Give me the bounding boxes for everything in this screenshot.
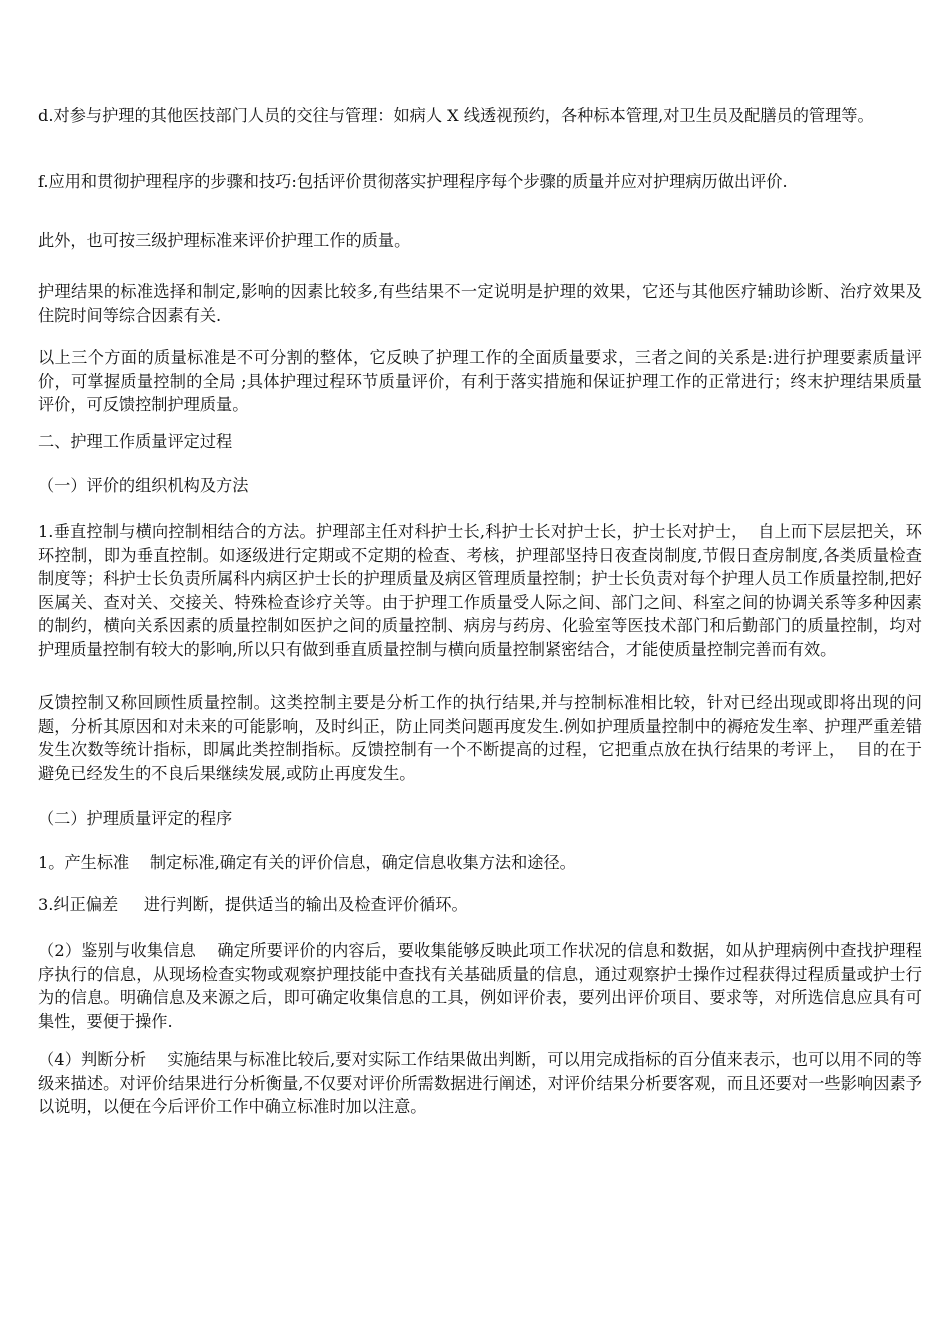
paragraph-outcome-standard: 护理结果的标准选择和制定,影响的因素比较多,有些结果不一定说明是护理的效果，它还与其他医疗辅助诊断、治疗效果及住院时间等综合因素有关. bbox=[38, 282, 922, 325]
section-heading-evaluation-process: 二、护理工作质量评定过程 bbox=[38, 432, 233, 451]
paragraph-d-coordination: d.对参与护理的其他医技部门人员的交往与管理：如病人 X 线透视预约，各种标本管理,对卫生员及配膳员的管理等。 bbox=[38, 106, 874, 125]
paragraph-three-aspects: 以上三个方面的质量标准是不可分割的整体，它反映了护理工作的全面质量要求，三者之间的关系是:进行护理要素质量评价，可掌握质量控制的全局 ;具体护理过程环节质量评价，有利于落实措施和保证护理工作的正常进行；终末护理结果质量评价，可反馈控制护理质量。 bbox=[38, 348, 922, 414]
subsection-heading-procedure: （二）护理质量评定的程序 bbox=[38, 809, 233, 828]
paragraph-step-2-identify: （2）鉴别与收集信息 确定所要评价的内容后，要收集能够反映此项工作状况的信息和数据，如从护理病例中查找护理程序执行的信息，从现场检查实物或观察护理技能中查找有关基础质量的信息，通过观察护士操作过程获得过程质量或护士行为的信息。明确信息及来源之后，即可确定收集信息的工具，例如评价表，要列出评价项目、要求等，对所选信息应具有可集性，要便于操作. bbox=[38, 941, 922, 1031]
paragraph-step-1-standard: 1。产生标准 制定标准,确定有关的评价信息，确定信息收集方法和途径。 bbox=[38, 853, 576, 872]
paragraph-step-4-judge: （4）判断分析 实施结果与标准比较后,要对实际工作结果做出判断，可以用完成指标的百分值来表示，也可以用不同的等级来描述。对评价结果进行分析衡量,不仅要对评价所需数据进行阐述，对评价结果分析要客观，而且还要对一些影响因素予以说明，以便在今后评价工作中确立标准时加以注意。 bbox=[38, 1050, 922, 1116]
paragraph-step-3-correct: 3.纠正偏差 进行判断，提供适当的输出及检查评价循环。 bbox=[38, 895, 468, 914]
paragraph-three-level-standard: 此外，也可按三级护理标准来评价护理工作的质量。 bbox=[38, 231, 411, 250]
paragraph-f-nursing-process: f.应用和贯彻护理程序的步骤和技巧:包括评价贯彻落实护理程序每个步骤的质量并应对护理病历做出评价. bbox=[38, 172, 788, 191]
paragraph-feedback-control: 反馈控制又称回顾性质量控制。这类控制主要是分析工作的执行结果,并与控制标准相比较，针对已经出现或即将出现的问题，分析其原因和对未来的可能影响，及时纠正，防止同类问题再度发生.例如护理质量控制中的褥疮发生率、护理严重差错发生次数等统计指标，即属此类控制指标。反馈控制有一个不断提高的过程，它把重点放在执行结果的考评上， 目的在于避免已经发生的不良后果继续发展,或防止再度发生。 bbox=[38, 693, 922, 783]
subsection-heading-organization: （一）评价的组织机构及方法 bbox=[38, 476, 249, 495]
paragraph-vertical-horizontal-control: 1.垂直控制与横向控制相结合的方法。护理部主任对科护士长,科护士长对护士长，护士长对护士， 自上而下层层把关，环环控制，即为垂直控制。如逐级进行定期或不定期的检查、考核，护理部坚持日夜查岗制度,节假日查房制度,各类质量检查制度等；科护士长负责所属科内病区护士长的护理质量及病区管理质量控制；护士长负责对每个护理人员工作质量控制,把好医属关、查对关、交接关、特殊检查诊疗关等。由于护理工作质量受人际之间、部门之间、科室之间的协调关系等多种因素的制约，横向关系因素的质量控制如医护之间的质量控制、病房与药房、化验室等医技术部门和后勤部门的质量控制，均对护理质量控制有较大的影响,所以只有做到垂直质量控制与横向质量控制紧密结合，才能使质量控制完善而有效。 bbox=[38, 522, 922, 659]
